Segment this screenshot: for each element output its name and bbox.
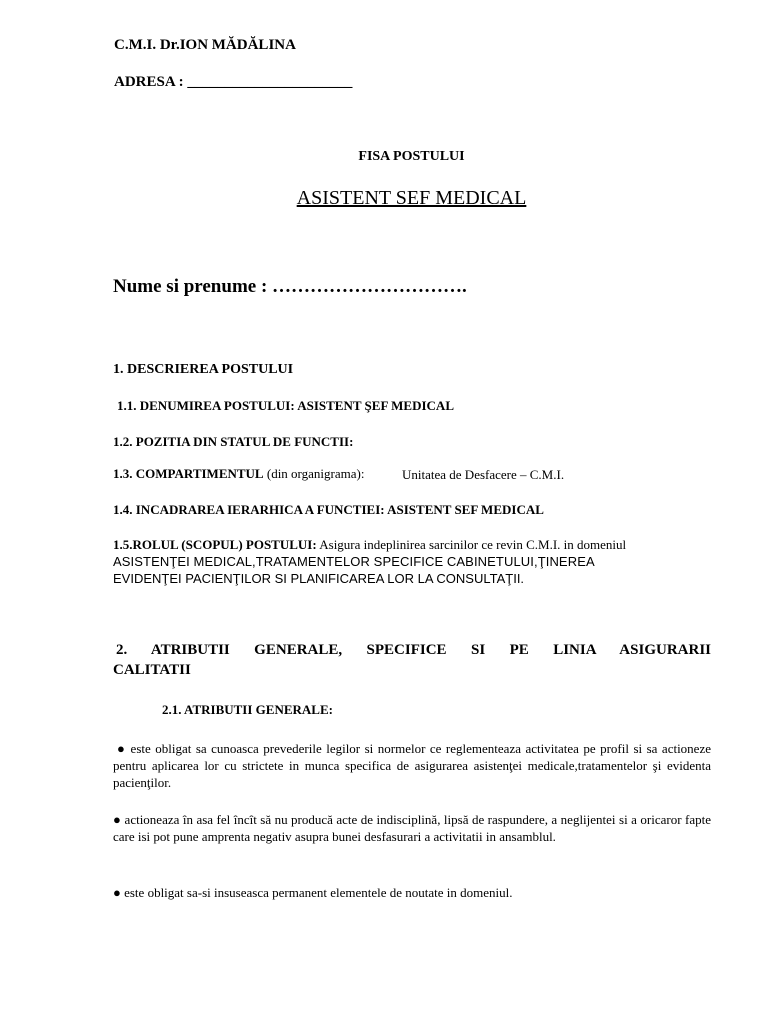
item-1-5-line3: EVIDENŢEI PACIENŢILOR SI PLANIFICAREA LOR LA CONSULTAŢII. — [113, 571, 525, 586]
document-subtitle: ASISTENT SEF MEDICAL — [296, 187, 527, 209]
item-1-5-line2: ASISTENŢEI MEDICAL,TRATAMENTELOR SPECIFICE CABINETULUI,ŢINEREA — [113, 554, 595, 569]
section-1-heading: 1. DESCRIEREA POSTULUI — [113, 362, 294, 377]
item-1-3-label: 1.3. COMPARTIMENTUL — [113, 466, 264, 481]
item-1-5-text: Asigura indeplinirea sarcinilor ce revin C.M.I. in domeniul — [319, 537, 627, 552]
item-1-2: 1.2. POZITIA DIN STATUL DE FUNCTII: — [113, 434, 354, 449]
section-2-heading-line2: CALITATII — [113, 662, 191, 678]
name-field: Nume si prenume : …………………………. — [113, 276, 467, 297]
bullet-item-1: ● este obligat sa cunoasca prevederile legilor si normelor ce reglementeaza activitatea pe profil si sa actioneze pentru aplicarea lor cu strictete in munca specifica de asigurarea asistenţei medicale,tratamentelor şi evidenta pacienţilor. — [113, 741, 711, 790]
item-1-5-label: 1.5.ROLUL (SCOPUL) POSTULUI: — [113, 537, 317, 552]
item-1-3-value: Unitatea de Desfacere – C.M.I. — [402, 467, 565, 482]
item-1-3-paren: (din organigrama): — [266, 466, 365, 481]
item-1-4: 1.4. INCADRAREA IERARHICA A FUNCTIEI: ASISTENT SEF MEDICAL — [113, 502, 544, 517]
item-1-5 — [113, 537, 626, 553]
item-1-3 — [113, 466, 364, 482]
document-title: FISA POSTULUI — [358, 149, 465, 164]
address-line: ADRESA : ______________________ — [114, 74, 353, 90]
sub-2-1-heading: 2.1. ATRIBUTII GENERALE: — [162, 702, 333, 717]
organization-name: C.M.I. Dr.ION MĂDĂLINA — [114, 37, 296, 53]
section-2-heading-line1: 2. ATRIBUTII GENERALE, SPECIFICE SI PE LINIA ASIGURARII — [116, 642, 711, 658]
item-1-1: 1.1. DENUMIREA POSTULUI: ASISTENT ŞEF MEDICAL — [117, 398, 454, 413]
bullet-item-2: ● actioneaza în asa fel încît să nu producă acte de indisciplină, lipsă de raspundere, a neglijentei si a oricaror fapte care isi pot pune amprenta negativ asupra bunei desfasurari a activitatii in ansamblul. — [113, 812, 711, 844]
bullet-item-3: ● este obligat sa-si insuseasca permanent elementele de noutate in domeniul. — [113, 885, 513, 900]
